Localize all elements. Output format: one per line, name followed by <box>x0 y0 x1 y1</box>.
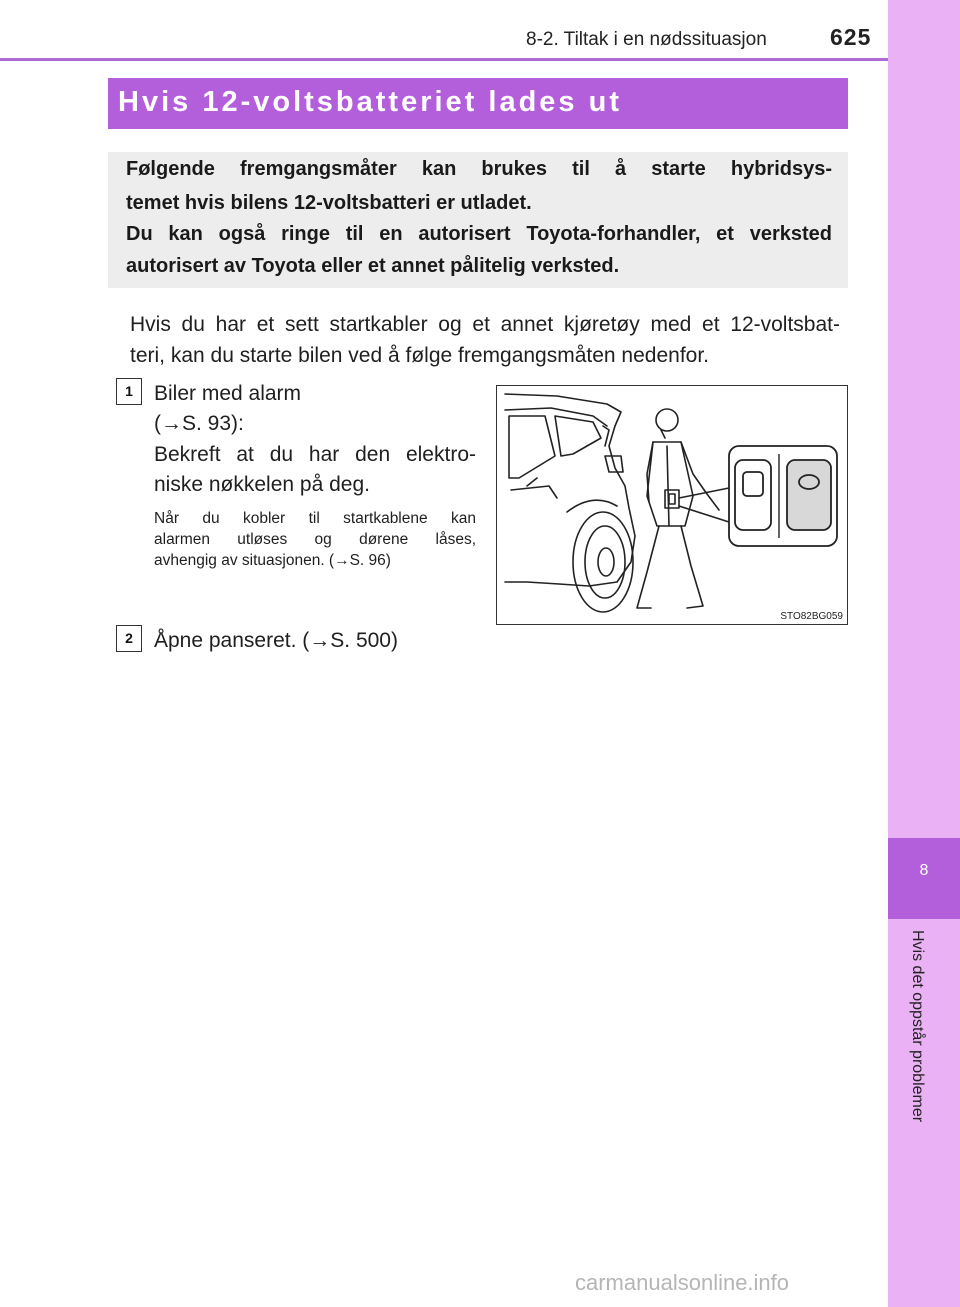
car-person-key-drawing <box>497 386 847 624</box>
intro-line: Du kan også ringe til en autorisert Toyota-forhandler, et verksted <box>126 223 832 245</box>
step-text-line: Åpne panseret. (→S. 500) <box>154 629 398 652</box>
step-note-line: alarmen utløses og dørene låses, <box>154 531 476 548</box>
chapter-number: 8 <box>919 862 929 879</box>
step-text-line: Biler med alarm <box>154 382 302 405</box>
intro-line: temet hvis bilens 12-voltsbatteri er utladet. <box>126 192 532 214</box>
section-heading: 8-2. Tiltak i en nødssituasjon <box>526 29 767 50</box>
illustration-car-key <box>496 385 848 625</box>
step-note-line: Når du kobler til startkablene kan <box>154 510 476 527</box>
chapter-title: Hvis det oppstår problemer <box>909 930 926 1123</box>
step-number-badge: 2 <box>116 625 142 652</box>
watermark: carmanualsonline.info <box>575 1270 790 1295</box>
illustration-code: STO82BG059 <box>780 611 843 622</box>
body-paragraph-line: Hvis du har et sett startkabler og et annet kjøretøy med et 12-voltsbat- <box>130 313 840 336</box>
intro-line: Følgende fremgangsmåter kan brukes til å starte hybridsys- <box>126 158 832 180</box>
step-note-line: avhengig av situasjonen. (→S. 96) <box>154 552 391 569</box>
step-text-line: Bekreft at du har den elektro- <box>154 443 476 466</box>
header-divider <box>0 58 888 61</box>
body-paragraph-line: teri, kan du starte bilen ved å følge fremgangsmåten nedenfor. <box>130 344 710 367</box>
page-number: 625 <box>830 24 872 50</box>
step-number-badge: 1 <box>116 378 142 405</box>
intro-line: autorisert av Toyota eller et annet pålitelig verksted. <box>126 255 620 277</box>
step-text-line: niske nøkkelen på deg. <box>154 473 370 496</box>
step-text-line: (→S. 93): <box>154 412 244 435</box>
page-title: Hvis 12-voltsbatteriet lades ut <box>118 86 622 118</box>
